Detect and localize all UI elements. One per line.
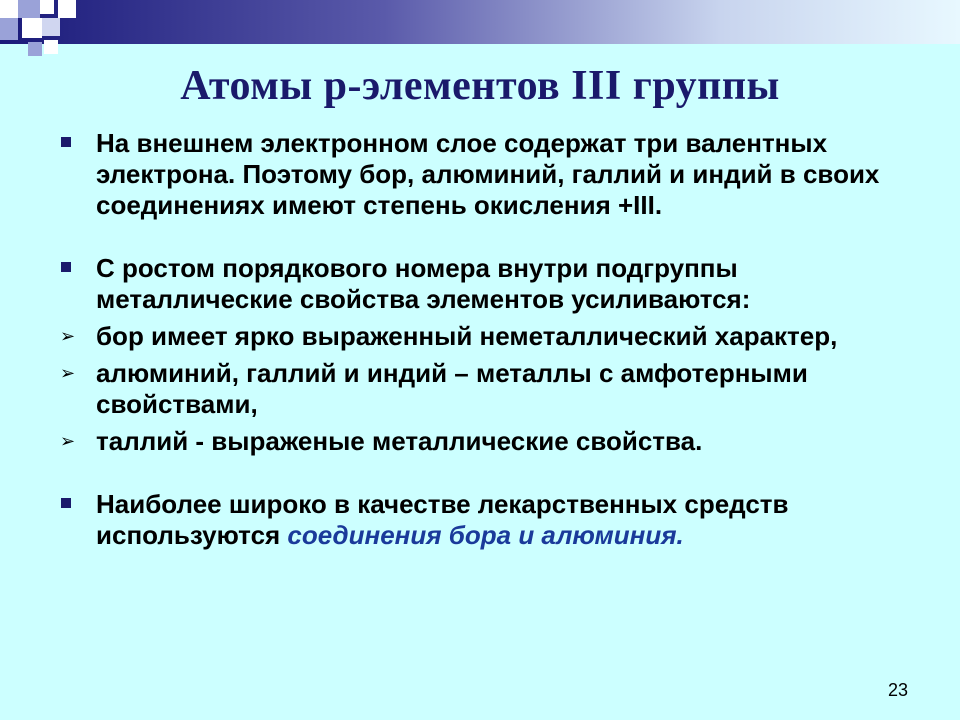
decorative-square bbox=[44, 40, 58, 54]
arrow-bullet-icon: ➢ bbox=[60, 363, 76, 383]
decorative-square bbox=[40, 0, 54, 14]
header-gradient-bar bbox=[0, 0, 960, 44]
decorative-square bbox=[28, 42, 42, 56]
arrow-bullet-icon: ➢ bbox=[60, 326, 76, 346]
square-bullet-icon bbox=[61, 137, 71, 147]
bullet-item bbox=[58, 489, 938, 551]
sub-bullet-item bbox=[58, 426, 938, 457]
page-number: 23 bbox=[887, 680, 908, 700]
arrow-bullet-icon: ➢ bbox=[60, 431, 76, 451]
slide-content bbox=[58, 128, 938, 551]
decorative-square bbox=[0, 18, 18, 40]
bullet-text: Наиболее широко в качестве лекарственных средств используются bbox=[96, 489, 789, 550]
sub-bullet-item bbox=[58, 321, 938, 352]
sub-bullet-item bbox=[58, 358, 938, 420]
square-bullet-icon bbox=[61, 262, 71, 272]
sub-bullet-text: таллий - выраженые металлические свойства. bbox=[96, 426, 703, 456]
decorative-square bbox=[0, 0, 18, 18]
square-bullet-icon bbox=[61, 498, 71, 508]
decorative-square bbox=[22, 18, 42, 38]
slide-title: Атомы р-элементов III группы bbox=[180, 63, 780, 109]
highlighted-text: соединения бора и алюминия. bbox=[287, 520, 684, 550]
bullet-text: На внешнем электронном слое содержат три валентных электрона. Поэтому бор, алюминий, галлий и индий в своих соединениях имеют степень окисления +III. bbox=[96, 128, 880, 220]
bullet-item bbox=[58, 128, 938, 221]
bullet-item bbox=[58, 253, 938, 315]
bullet-text: С ростом порядкового номера внутри подгруппы металлические свойства элементов усиливаются: bbox=[96, 253, 751, 314]
decorative-square bbox=[42, 18, 60, 36]
sub-bullet-text: алюминий, галлий и индий – металлы с амфотерными свойствами, bbox=[96, 358, 808, 419]
decorative-square bbox=[58, 0, 76, 18]
sub-bullet-text: бор имеет ярко выраженный неметаллический характер, bbox=[96, 321, 838, 351]
decorative-square bbox=[18, 0, 40, 18]
